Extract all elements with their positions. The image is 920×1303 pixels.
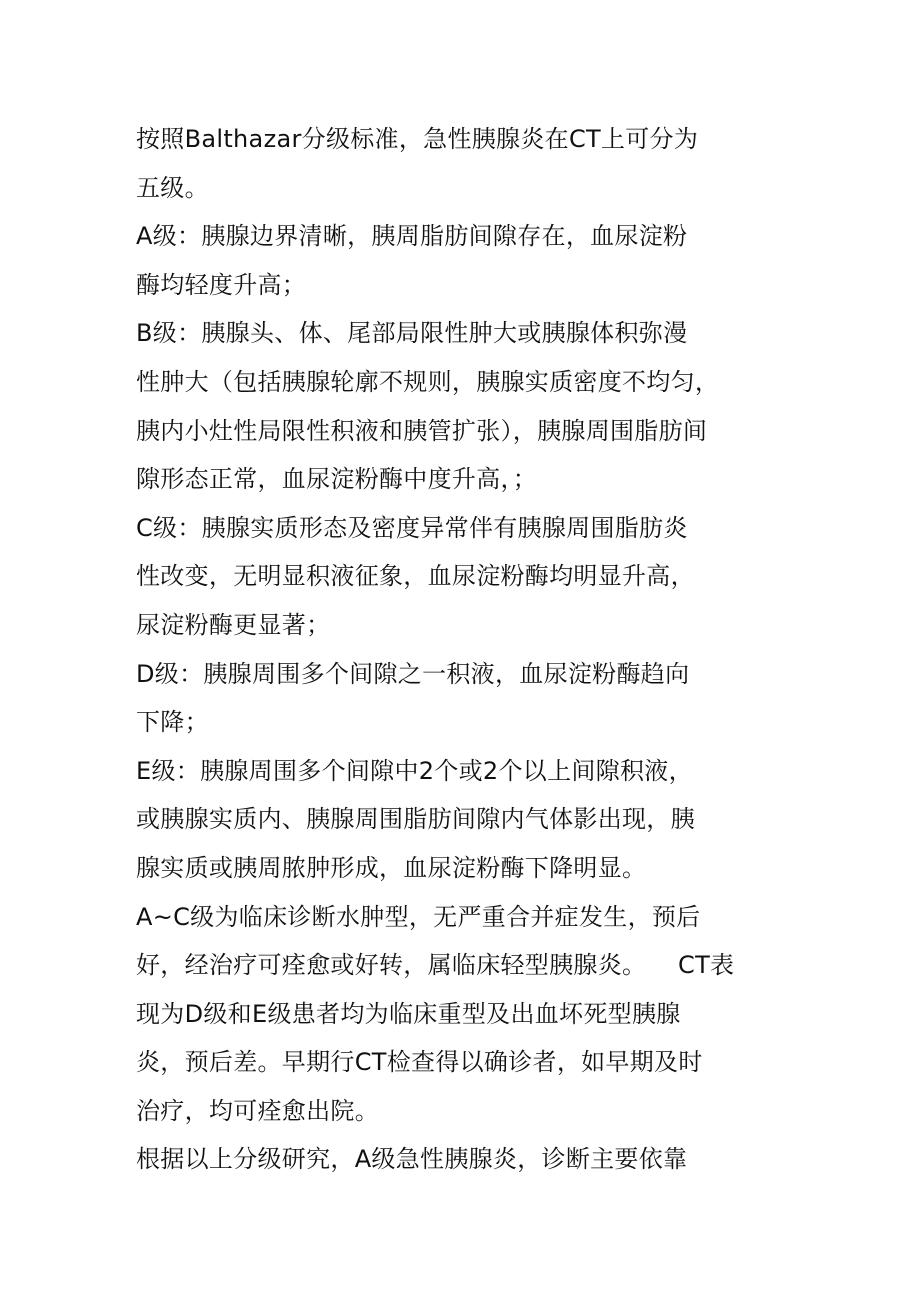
document-body (136, 118, 786, 1187)
text-line: 性肿大（包括胰腺轮廓不规则，胰腺实质密度不均匀， (136, 367, 720, 396)
text-line: 炎，预后差。早期行CT检查得以确诊者，如早期及时 (136, 1048, 703, 1077)
text-line: 根据以上分级研究，A级急性胰腺炎，诊断主要依靠 (136, 1145, 688, 1174)
text-line: 下降； (136, 708, 209, 737)
text-line: A级：胰腺边界清晰，胰周脂肪间隙存在，血尿淀粉 (136, 222, 688, 251)
text-line: 性改变，无明显积液征象，血尿淀粉酶均明显升高， (136, 562, 695, 591)
text-line: 现为D级和E级患者均为临床重型及出血坏死型胰腺 (136, 999, 681, 1028)
text-line: 好，经治疗可痊愈或好转，属临床轻型胰腺炎。 CT表 (136, 951, 735, 980)
text-line: 酶均轻度升高； (136, 270, 307, 299)
text-line: C级：胰腺实质形态及密度异常伴有胰腺周围脂肪炎 (136, 513, 688, 542)
text-line: 按照Balthazar分级标准，急性胰腺炎在CT上可分为 (136, 125, 699, 153)
text-line: E级：胰腺周围多个间隙中2个或2个以上间隙积液， (136, 756, 693, 785)
text-line: A~C级为临床诊断水肿型，无严重合并症发生，预后 (136, 902, 701, 931)
text-line: 胰内小灶性局限性积液和胰管扩张），胰腺周围脂肪间 (136, 416, 708, 445)
text-line: 五级。 (136, 173, 209, 202)
text-line: 隙形态正常，血尿淀粉酶中度升高，； (136, 465, 538, 494)
text-line: 腺实质或胰周脓肿形成，血尿淀粉酶下降明显。 (136, 853, 647, 882)
text-line: 或胰腺实质内、胰腺周围脂肪间隙内气体影出现，胰 (136, 805, 695, 834)
text-line: 尿淀粉酶更显著； (136, 610, 331, 639)
text-line: D级：胰腺周围多个间隙之一积液，血尿淀粉酶趋向 (136, 659, 690, 688)
text-line: B级：胰腺头、体、尾部局限性肿大或胰腺体积弥漫 (136, 319, 688, 348)
text-line: 治疗，均可痊愈出院。 (136, 1096, 379, 1125)
